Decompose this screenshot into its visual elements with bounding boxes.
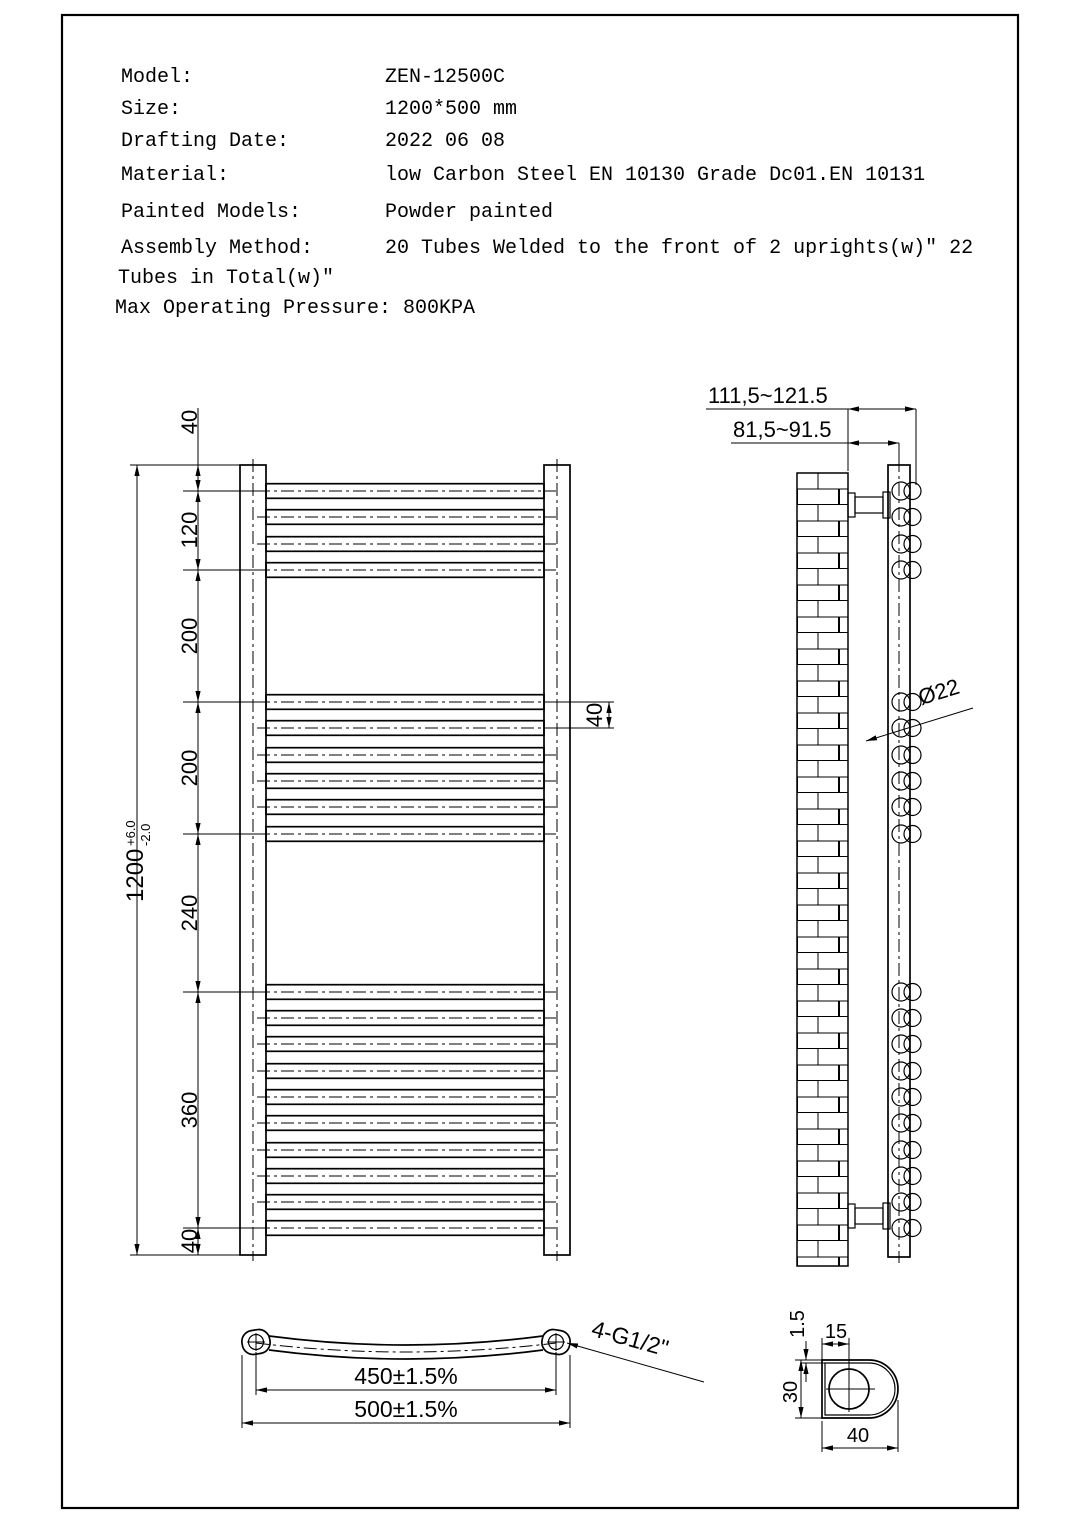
- tube-side: [892, 772, 910, 790]
- tube-side-outer: [904, 1168, 921, 1185]
- dim-200-b: 200: [177, 749, 202, 787]
- tube-side: [892, 535, 910, 553]
- spec-size-value: 1200*500 mm: [385, 98, 518, 121]
- tube-side-outer: [904, 1115, 921, 1132]
- spec-size-label: Size:: [121, 98, 182, 121]
- tube-side-outer: [904, 773, 921, 790]
- tube-side: [892, 1219, 910, 1237]
- spec-material-label: Material:: [121, 164, 230, 187]
- dim-profile-width: 40: [846, 1425, 870, 1447]
- dim-top-40: 40: [177, 409, 202, 435]
- spec-date-label: Drafting Date:: [121, 130, 290, 153]
- dim-center-distance: 450±1.5%: [354, 1363, 458, 1389]
- tube-side-outer: [904, 747, 921, 764]
- tube-side: [892, 1062, 910, 1080]
- tube-side-outer: [904, 1194, 921, 1211]
- side-tubes: [892, 482, 921, 1237]
- tube-side: [892, 1193, 910, 1211]
- dim-1200-tol-minus: -2.0: [138, 823, 153, 846]
- dim-mount-depth-outer: 111,5~121.5: [708, 383, 828, 408]
- dim-bottom-40: 40: [177, 1228, 202, 1254]
- wall-section: [797, 473, 848, 1266]
- tube-side-outer: [904, 1142, 921, 1159]
- spec-date-value: 2022 06 08: [385, 130, 506, 153]
- tube-side: [892, 1114, 910, 1132]
- dim-profile-height: 30: [780, 1380, 802, 1404]
- dim-tube-pitch-40: 40: [582, 702, 607, 728]
- spec-material-value: low Carbon Steel EN 10130 Grade Dc01.EN 10131: [385, 164, 926, 187]
- spec-model-label: Model:: [121, 66, 194, 89]
- tube-side: [892, 798, 910, 816]
- spec-paint-value: Powder painted: [385, 201, 554, 224]
- bottom-view: [240, 1315, 704, 1428]
- spec-model-value: ZEN-12500C: [385, 66, 506, 89]
- tube-side: [892, 508, 910, 526]
- tube-side-outer: [904, 1036, 921, 1053]
- header-block: [115, 66, 973, 320]
- tube-side-outer: [904, 826, 921, 843]
- tube-side: [892, 1167, 910, 1185]
- dim-200-a: 200: [177, 617, 202, 655]
- dim-tube-diameter: Ø22: [915, 673, 963, 710]
- tube-side: [892, 1035, 910, 1053]
- tube-side: [892, 482, 910, 500]
- dim-360: 360: [177, 1091, 202, 1129]
- front-view-dimensions: [122, 408, 614, 1255]
- spec-assembly-label: Assembly Method:: [121, 237, 314, 260]
- tube-side-outer: [904, 509, 921, 526]
- tube-side: [892, 825, 910, 843]
- tube-side-outer: [904, 483, 921, 500]
- tube-side: [892, 746, 910, 764]
- dim-overall-width: 500±1.5%: [354, 1396, 458, 1422]
- spec-assembly-value: 20 Tubes Welded to the front of 2 uprights(w)" 22: [385, 237, 974, 260]
- rail-curve-top-edge: [269, 1336, 543, 1345]
- spec-paint-label: Painted Models:: [121, 201, 302, 224]
- tube-side: [892, 561, 910, 579]
- dim-240: 240: [177, 894, 202, 932]
- dim-hole-offset: 15: [824, 1321, 848, 1343]
- front-view: [240, 459, 570, 1261]
- dim-wall-thickness: 1.5: [787, 1310, 809, 1338]
- tube-side-outer: [904, 1089, 921, 1106]
- detail-view: [780, 1310, 898, 1452]
- tube-side-outer: [904, 984, 921, 1001]
- tube-side: [892, 1009, 910, 1027]
- dim-mount-depth-inner: 81,5~91.5: [733, 417, 832, 442]
- bottom-wall-bracket: [848, 1203, 890, 1229]
- rail-curve-bottom-edge: [269, 1350, 543, 1359]
- dim-1200-tol-plus: +6.0: [123, 820, 138, 846]
- dim-1200: 1200: [122, 848, 149, 902]
- side-view: [797, 459, 921, 1266]
- tube-side: [892, 1141, 910, 1159]
- tube-side: [892, 983, 910, 1001]
- tube-side-outer: [904, 1220, 921, 1237]
- spec-max-pressure: Max Operating Pressure: 800KPA: [115, 297, 476, 320]
- tube-side-outer: [904, 536, 921, 553]
- spec-assembly-wrap: Tubes in Total(w)": [118, 267, 335, 290]
- tube-side-outer: [904, 1063, 921, 1080]
- dim-overall-height: [122, 820, 153, 902]
- tube-side-outer: [904, 799, 921, 816]
- tube-diameter-leader: [866, 708, 973, 741]
- tube-side-outer: [904, 562, 921, 579]
- front-tubes: [257, 484, 556, 1236]
- tube-side: [892, 693, 910, 711]
- top-wall-bracket: [848, 492, 890, 518]
- dim-thread-connections: 4-G1/2": [588, 1315, 672, 1362]
- dim-120: 120: [177, 511, 202, 549]
- tube-side-outer: [904, 1010, 921, 1027]
- tube-side: [892, 1088, 910, 1106]
